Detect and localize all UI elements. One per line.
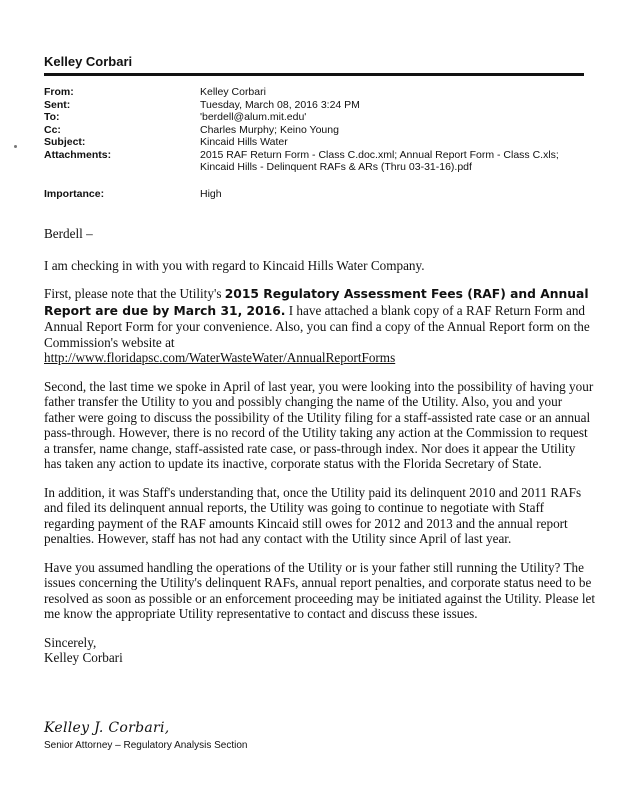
header-importance xyxy=(44,188,584,201)
signature-script-name: Kelley J. Corbari, xyxy=(44,720,170,736)
header-to xyxy=(44,111,584,124)
header-attachments xyxy=(44,149,584,174)
annual-report-link[interactable]: http://www.floridapsc.com/WaterWasteWater/AnnualReportForms xyxy=(44,350,396,365)
email-headers xyxy=(44,86,584,200)
cc-label: Cc: xyxy=(44,123,61,136)
paragraph-delinquent: In addition, it was Staff's understanding that, once the Utility paid its delinquent 2010 and 2011 RAFs and filed its delinquent annual reports, the Utility was going to continue to negotiate with Staff regarding payment of the RAF amounts Kincaid still owes for 2012 and 2013 and the annual report penalties. However, staff has not had any contact with the Utility since April of last year. xyxy=(44,484,582,546)
from-label: From: xyxy=(44,86,74,98)
paragraph-raf xyxy=(44,286,596,366)
paragraph-intro: I am checking in with you with regard to Kincaid Hills Water Company. xyxy=(44,257,425,273)
margin-mark xyxy=(14,145,17,148)
raf-due-notice: 2015 Regulatory Assessment Fees (RAF) and Annual Report are due by March 31, 2016. xyxy=(44,287,589,318)
sender-header: Kelley Corbari xyxy=(44,54,584,76)
greeting: Berdell – xyxy=(44,226,93,241)
sent-value: Tuesday, March 08, 2016 3:24 PM xyxy=(200,98,360,111)
subject-value: Kincaid Hills Water xyxy=(200,136,288,148)
closing xyxy=(44,635,596,666)
paragraph-transfer: Second, the last time we spoke in April of last year, you were looking into the possibility of having your father transfer the Utility to you and possibly changing the name of the Utility. Also, you and your father were going to discuss the possibility of the Utility filing for a staff-assisted rate case or an annual pass-through. However, there is no record of the Utility taking any action at the Commission to request a transfer, name change, staff-assisted rate case, or pass-through index. Nor does it appear the Utility has taken any action to update its inactive, corporate status with the Florida Secretary of State. xyxy=(44,378,594,471)
header-cc xyxy=(44,124,584,137)
from-value: Kelley Corbari xyxy=(200,86,266,98)
email-body xyxy=(44,226,596,666)
signature-title: Senior Attorney – Regulatory Analysis Section xyxy=(44,740,248,751)
attachments-value: 2015 RAF Return Form - Class C.doc.xml; Annual Report Form - Class C.xls; Kincaid Hills - Delinquent RAFs & ARs (Thru 03-31-16).pdf xyxy=(200,148,559,173)
paragraph-request: Have you assumed handling the operations of the Utility or is your father still running the Utility? The issues concerning the Utility's delinquent RAFs, annual report penalties, and corporate status need to be resolved as soon as possible or an enforcement proceeding may be initiated against the Utility. Please let me know the appropriate Utility representative to contact and discuss these issues. xyxy=(44,559,596,621)
to-value: 'berdell@alum.mit.edu' xyxy=(200,111,307,123)
importance-value: High xyxy=(200,187,222,200)
cc-value: Charles Murphy; Keino Young xyxy=(200,123,339,136)
closing-name: Kelley Corbari xyxy=(44,650,123,665)
header-sent xyxy=(44,99,584,112)
raf-text-end: I have attached a blank copy of a RAF Return Form and Annual Report Form for your convenience. Also, you can find a copy of the Annual Report form on the Commission's website at xyxy=(44,302,590,350)
subject-label: Subject: xyxy=(44,136,86,148)
attachments-label: Attachments: xyxy=(44,148,112,161)
to-label: To: xyxy=(44,111,60,123)
sent-label: Sent: xyxy=(44,98,71,111)
raf-text-start: First, please note that the Utility's xyxy=(44,286,225,301)
importance-label: Importance: xyxy=(44,187,105,200)
header-subject xyxy=(44,136,584,149)
header-from xyxy=(44,86,584,99)
closing-text: Sincerely, xyxy=(44,634,97,650)
